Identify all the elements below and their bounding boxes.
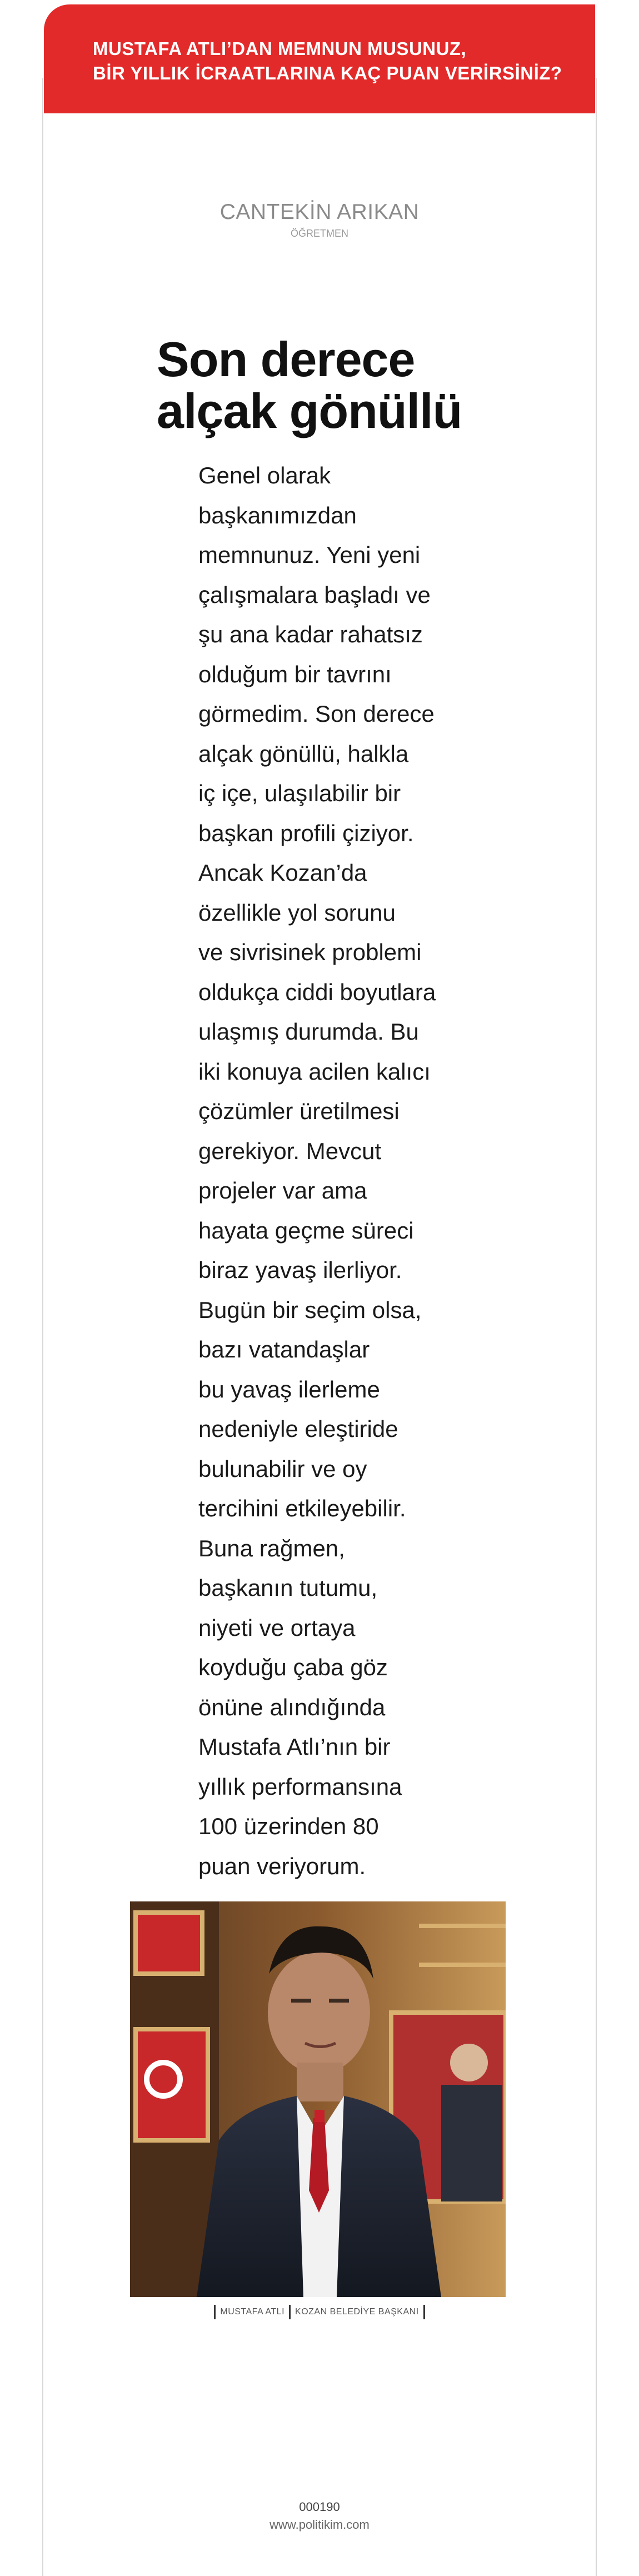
- body-line: önüne alındığında: [198, 1694, 386, 1720]
- body-line: başkanımızdan: [198, 502, 357, 528]
- card-border-left: [42, 78, 43, 2576]
- headline: [157, 333, 546, 437]
- body-text: [198, 456, 476, 1886]
- body-line: nedeniyle eleştiride: [198, 1416, 398, 1442]
- caption-divider: [423, 2305, 425, 2319]
- headline-line-2: alçak gönüllü: [157, 383, 462, 438]
- body-line: Genel olarak: [198, 462, 331, 488]
- website-url: www.politikim.com: [269, 2518, 370, 2532]
- caption-divider: [289, 2305, 291, 2319]
- body-line: iç içe, ulaşılabilir bir: [198, 780, 401, 806]
- headline-line-1: Son derece: [157, 332, 415, 387]
- question-banner: [44, 4, 595, 113]
- body-line: çalışmalara başladı ve: [198, 581, 431, 608]
- body-line: tercihini etkileyebilir.: [198, 1495, 406, 1521]
- body-line: gerekiyor. Mevcut: [198, 1137, 382, 1164]
- body-line: 100 üzerinden 80: [198, 1813, 379, 1839]
- body-line: şu ana kadar rahatsız: [198, 621, 423, 647]
- body-line: iki konuya acilen kalıcı: [198, 1058, 431, 1085]
- caption-divider: [214, 2305, 216, 2319]
- body-line: bu yavaş ilerleme: [198, 1376, 380, 1402]
- body-line: olduğum bir tavrını: [198, 661, 392, 687]
- body-line: bazı vatandaşlar: [198, 1336, 370, 1362]
- body-line: memnunuz. Yeni yeni: [198, 542, 421, 568]
- author-name: CANTEKİN ARIKAN: [219, 200, 420, 224]
- card-border-right: [596, 78, 597, 2576]
- caption-name: MUSTAFA ATLI: [220, 2307, 285, 2317]
- body-line: başkan profili çiziyor.: [198, 820, 414, 846]
- body-line: Ancak Kozan’da: [198, 860, 367, 886]
- body-line: puan veriyorum.: [198, 1853, 366, 1879]
- body-line: bulunabilir ve oy: [198, 1455, 367, 1482]
- photo-caption: [0, 2305, 639, 2319]
- body-line: Bugün bir seçim olsa,: [198, 1296, 422, 1323]
- page-number: 000190: [299, 2500, 340, 2514]
- body-line: ve sivrisinek problemi: [198, 939, 422, 965]
- author-title: ÖĞRETMEN: [290, 228, 348, 239]
- body-line: Mustafa Atlı’nın bir: [198, 1734, 391, 1760]
- banner-line-1: MUSTAFA ATLI’DAN MEMNUN MUSUNUZ,: [93, 38, 467, 59]
- body-line: niyeti ve ortaya: [198, 1614, 356, 1641]
- body-line: koyduğu çaba göz: [198, 1654, 388, 1680]
- body-line: görmedim. Son derece: [198, 701, 435, 727]
- body-line: Buna rağmen,: [198, 1535, 345, 1561]
- body-line: oldukça ciddi boyutlara: [198, 979, 436, 1005]
- footer: [0, 2498, 639, 2534]
- body-line: çözümler üretilmesi: [198, 1098, 400, 1124]
- author-block: [0, 200, 639, 239]
- body-line: özellikle yol sorunu: [198, 899, 396, 926]
- body-line: yıllık performansına: [198, 1773, 402, 1800]
- body-line: projeler var ama: [198, 1177, 367, 1204]
- body-line: başkanın tutumu,: [198, 1575, 378, 1601]
- caption-role: KOZAN BELEDİYE BAŞKANI: [295, 2307, 419, 2317]
- body-line: ulaşmış durumda. Bu: [198, 1019, 419, 1045]
- body-line: hayata geçme süreci: [198, 1217, 414, 1244]
- banner-line-2: BİR YILLIK İCRAATLARINA KAÇ PUAN VERİRSİNİZ?: [93, 63, 562, 83]
- body-line: biraz yavaş ilerliyor.: [198, 1257, 402, 1283]
- body-line: alçak gönüllü, halkla: [198, 740, 409, 767]
- portrait-photo: [130, 1901, 506, 2297]
